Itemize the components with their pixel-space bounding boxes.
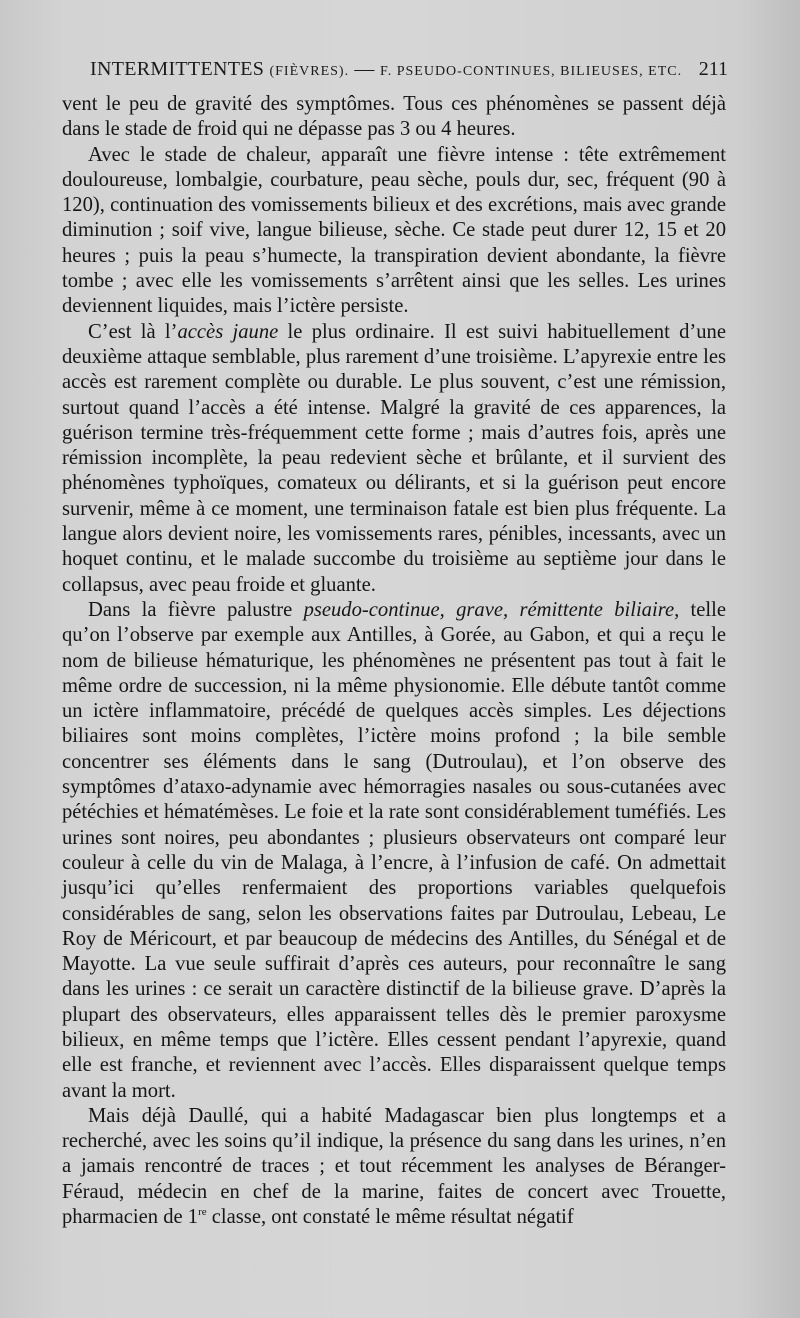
page-number: 211 — [698, 58, 728, 80]
paragraph-4-pre: Dans la fièvre palustre — [88, 598, 304, 621]
paragraph-3 — [62, 320, 726, 598]
page-body — [62, 92, 726, 1230]
paragraph-3-post: le plus ordinaire. Il est suivi habituellement d’une deuxième attaque semblable, plus rarement d’une troisième. L’apyrexie entre les accès est rarement complète ou durable. Le plus souvent, c’est une rémission, surtout quand l’accès a été intense. Malgré la gravité de ces apparences, la guérison termine très-fréquemment cette forme ; mais d’autres fois, après une rémission incomplète, la peau redevient sèche et brûlante, et il survient des phénomènes typhoïques, comateux ou délirants, et si la guérison peut encore survenir, même à ce moment, une terminaison fatale est bien plus fréquente. La langue alors devient noire, les vomissements rares, pénibles, incessants, avec un hoquet continu, et le malade succombe du troisième au septième jour dans le collapsus, avec peau froide et gluante. — [62, 320, 726, 596]
paragraph-4-post: telle qu’on l’observe par exemple aux Antilles, à Gorée, au Gabon, et qui a reçu le nom de bilieuse hématurique, les phénomènes ne présentent pas tout à fait le même ordre de succession, ni la même physionomie. Elle débute tantôt comme un ictère inflammatoire, précédé de quelques accès simples. Les déjections biliaires sont moins complètes, l’ictère moins profond ; la bile semble concentrer ses éléments dans le sang (Dutroulau), et l’on observe des symptômes d’ataxo-adynamie avec hémorragies nasales ou sous-cutanées avec pétéchies et hématémèses. Le foie et la rate sont considérablement tuméfiés. Les urines sont noires, peu abondantes ; plusieurs observateurs ont comparé leur couleur à celle du vin de Malaga, à l’encre, à l’infusion de café. On admettait jusqu’ici qu’elles renfermaient des proportions variables quelquefois considérables de sang, selon les observations faites par Dutroulau, Lebeau, Le Roy de Méricourt, et par beaucoup de médecins des Antilles, du Sénégal et de Mayotte. La vue seule suffirait d’après ces auteurs, pour reconnaître le sang dans les urines : ce serait un caractère distinctif de la bilieuse grave. D’après la plupart des observateurs, elles apparaissent telles dès le premier paroxysme bilieux, en même temps que l’ictère. Elles cessent pendant l’apyrexie, quand elle est franche, et reviennent avec l’accès. Elles disparaissent quelque temps avant la mort. — [62, 598, 726, 1102]
running-title — [90, 58, 682, 81]
paragraph-2 — [62, 143, 726, 320]
running-section: F. PSEUDO-CONTINUES, BILIEUSES, ETC. — [380, 64, 683, 79]
running-header — [60, 58, 728, 86]
paragraph-1-text: vent le peu de gravité des symptômes. Tous ces phénomènes se passent déjà dans le stade de froid qui ne dépasse pas 3 ou 4 heures. — [62, 93, 726, 141]
paragraph-2-text: Avec le stade de chaleur, apparaît une fièvre intense : tête extrêmement douloureuse, lombalgie, courbature, peau sèche, pouls dur, sec, fréquent (90 à 120), continuation des vomissements bilieux et des excrétions, mais avec grande diminution ; soif vive, langue bilieuse, sèche. Ce stade peut durer 12, 15 et 20 heures ; puis la peau s’humecte, la transpiration devient abondante, la fièvre tombe ; avec elle les vomissements s’arrêtent ainsi que les selles. Les urines deviennent liquides, mais l’ictère persiste. — [62, 143, 726, 318]
paragraph-4-italic: pseudo-continue, grave, rémittente biliaire, — [303, 598, 680, 621]
paragraph-3-pre: C’est là l’ — [88, 320, 178, 343]
header-dash: — — [354, 58, 375, 80]
paragraph-5-superscript: re — [198, 1206, 207, 1219]
paragraph-1 — [62, 92, 726, 143]
paragraph-3-italic: accès jaune — [177, 320, 279, 343]
running-title-main: INTERMITTENTES — [90, 58, 265, 80]
paragraph-5-pre: Mais déjà Daullé, qui a habité Madagascar bien plus longtemps et a recherché, avec les soins qu’il indique, la présence du sang dans les urines, n’en a jamais rencontré de traces ; et tout récemment les analyses de Béranger-Féraud, médecin en chef de la marine, faites de concert avec Trouette, pharmacien de 1 — [62, 1104, 726, 1229]
paragraph-5-post: classe, ont constaté le même résultat négatif — [206, 1206, 574, 1229]
paragraph-5 — [62, 1104, 726, 1230]
running-title-paren: (FIÈVRES). — [269, 64, 350, 79]
paragraph-4 — [62, 598, 726, 1104]
